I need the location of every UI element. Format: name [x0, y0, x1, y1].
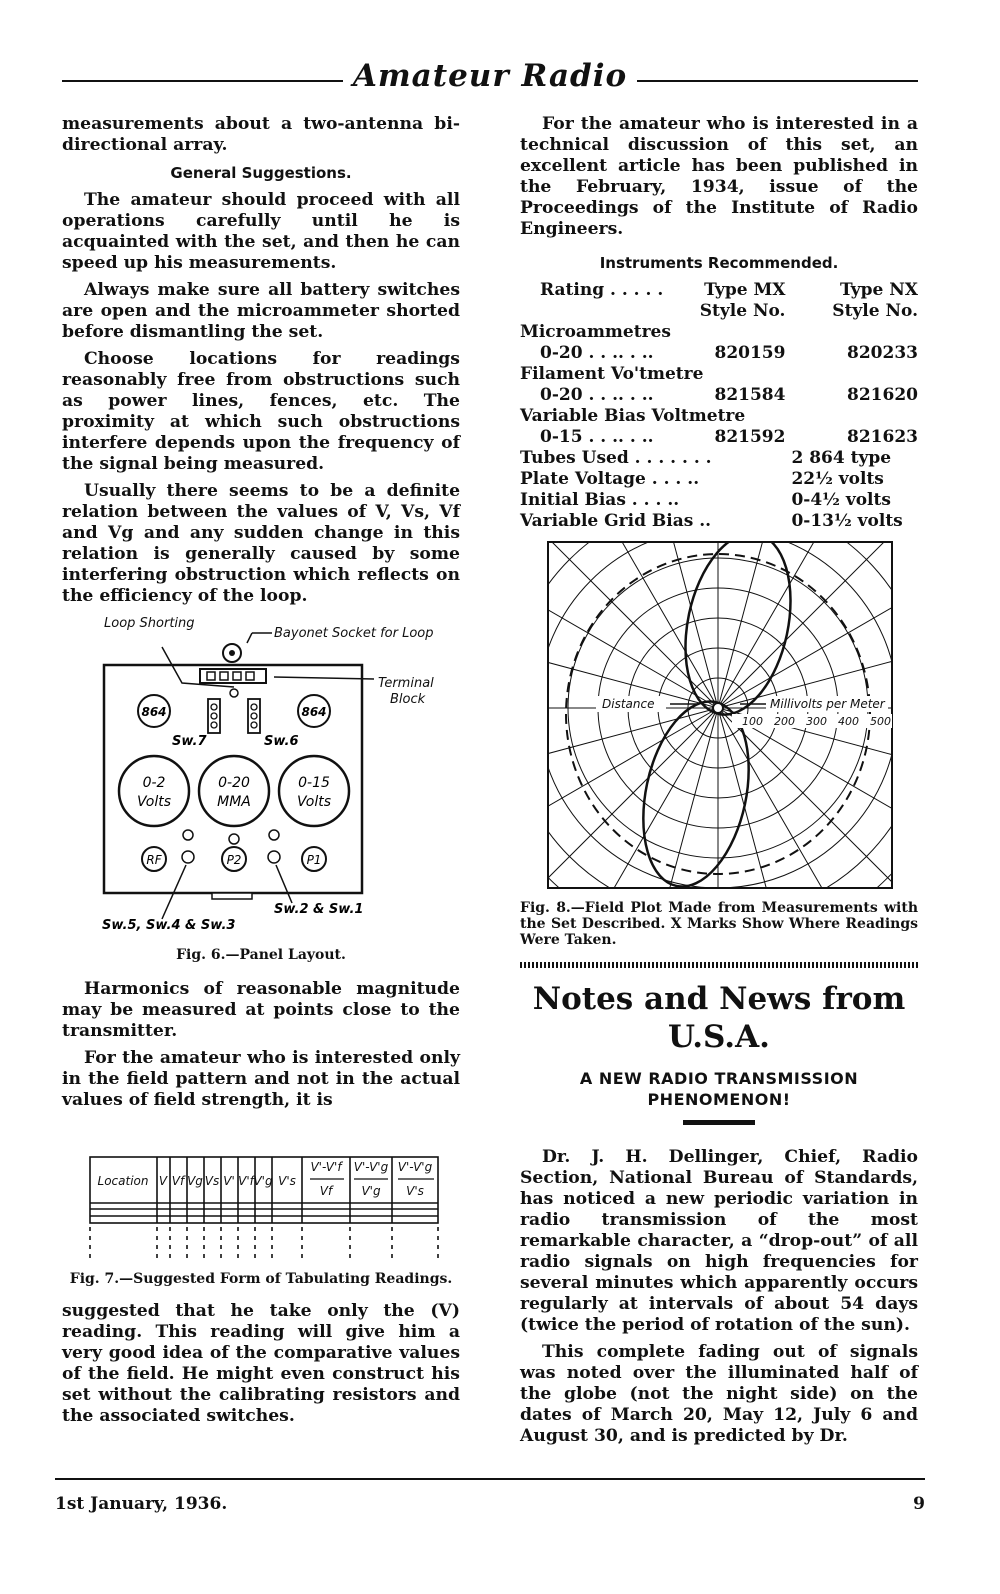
sw-2-1-label: Sw.2 & Sw.1 [274, 902, 364, 917]
tick-label: 300 [806, 715, 827, 728]
masthead [62, 58, 918, 98]
tube-right-label: 864 [301, 705, 327, 719]
g2-mx: 821584 [714, 385, 786, 405]
footer-rule [55, 1478, 925, 1480]
left-column [62, 114, 460, 1433]
footer-date: 1st January, 1936. [55, 1494, 228, 1514]
svg-text:V'g: V'g [361, 1184, 381, 1198]
g3-nx: 821623 [847, 427, 918, 447]
label-distance: Distance [602, 697, 655, 711]
tube-left-label: 864 [141, 705, 167, 719]
left-para-7: For the amateur who is interested only in the field pattern and not in the actual values of field strength, it is [62, 1048, 460, 1110]
sw7-label: Sw.7 [172, 734, 207, 749]
instruments-heading: Instruments Recommended. [599, 254, 839, 272]
svg-text:0-15: 0-15 [298, 775, 330, 791]
bias-value: 0-4½ volts [791, 490, 891, 510]
right-para-1: For the amateur who is interested in a technical discussion of this set, an excellent article has been published in the February, 1934, issue of the Proceedings of the Institute of Radio Engineers. [520, 114, 918, 239]
svg-text:V': V' [223, 1174, 235, 1188]
g2-nx: 821620 [847, 385, 918, 405]
label-terminal: Terminal [378, 676, 434, 691]
right-para-3: This complete fading out of signals was noted over the illuminated half of the globe (not the night side) on the dates of March 20, May 12, July 6 and August 30, and is predicted by Dr. [520, 1342, 918, 1446]
tubes-value: 2 864 type [791, 448, 892, 468]
meter-mma [199, 756, 269, 826]
section-divider-dots [520, 962, 918, 968]
tubes-label: Tubes Used . . . . . . . [520, 448, 712, 468]
meter-volts-right [279, 756, 349, 826]
svg-text:Volts: Volts [297, 794, 331, 810]
label-millivolts: Millivolts per Meter [770, 697, 885, 711]
svg-text:Vf: Vf [171, 1174, 185, 1188]
left-para-2: The amateur should proceed with all operations carefully until he is acquainted with the set, and then he can speed up his measurements. [62, 190, 460, 273]
right-para-2: Dr. J. H. Dellinger, Chief, Radio Section, National Bureau of Standards, has noticed a new periodic variation in radio transmission of the most remarkable character, a “drop-out” of all radio signals on high frequencies for several minutes which apparently occurs regularly at intervals of about 54 days (twice the period of rotation of the sun). [520, 1147, 918, 1335]
sw-5-4-3-label: Sw.5, Sw.4 & Sw.3 [102, 918, 236, 933]
group-variable-bias-voltmetre: Variable Bias Voltmetre [520, 406, 746, 426]
g3-range: 0-15 . . .. . .. [540, 427, 654, 447]
left-para-6: Harmonics of reasonable magnitude may be measured at points close to the transmitter. [62, 979, 460, 1041]
fig6-panel-layout [62, 613, 460, 943]
svg-text:V: V [158, 1174, 168, 1188]
col-location: Location [97, 1174, 149, 1188]
plate-value: 22½ volts [791, 469, 884, 489]
svg-text:RF: RF [146, 853, 162, 867]
instruments-table [520, 280, 918, 532]
grid-label: Variable Grid Bias .. [520, 511, 712, 531]
left-para-4: Choose locations for readings reasonably free from obstructions such as power lines, fences, etc. The proximity at which such obstructions interfere depends upon the frequency of the signal being measured. [62, 349, 460, 474]
svg-text:P1: P1 [306, 853, 322, 867]
fig7-caption: Fig. 7.—Suggested Form of Tabulating Readings. [69, 1271, 453, 1287]
masthead-title: Amateur Radio [343, 58, 637, 94]
news-title: Notes and News from U.S.A. [532, 981, 906, 1055]
fig8-field-plot [520, 540, 918, 896]
tick-label: 500 [870, 715, 891, 728]
footer [55, 1478, 925, 1514]
g2-range: 0-20 . . .. . .. [540, 385, 654, 405]
g1-nx: 820233 [847, 343, 918, 363]
tick-label: 200 [774, 715, 795, 728]
svg-text:Vs: Vs [204, 1174, 220, 1188]
news-subtitle: A NEW RADIO TRANSMISSION PHENOMENON! [579, 1069, 859, 1109]
type-mx: Type MX [704, 280, 786, 300]
svg-text:V'-V'f: V'-V'f [310, 1160, 342, 1174]
left-para-1: measurements about a two-antenna bi-directional array. [62, 114, 460, 155]
plate-label: Plate Voltage . . . .. [520, 469, 700, 489]
group-filament-voltmetre: Filament Vo'tmetre [520, 364, 704, 384]
page-number: 9 [913, 1494, 925, 1514]
svg-text:MMA: MMA [217, 794, 251, 810]
svg-text:V's: V's [278, 1174, 296, 1188]
fig7-tabulating-form [62, 1135, 460, 1285]
bias-label: Initial Bias . . . .. [520, 490, 680, 510]
style-nx: Style No. [832, 301, 918, 321]
label-block: Block [390, 692, 426, 707]
grid-value: 0-13½ volts [791, 511, 903, 531]
svg-text:0-20: 0-20 [218, 775, 250, 791]
left-para-3: Always make sure all battery switches are open and the microammeter shorted before dismantling the set. [62, 280, 460, 342]
style-mx: Style No. [699, 301, 786, 321]
fig6-caption: Fig. 6.—Panel Layout. [176, 947, 346, 963]
right-column [520, 114, 918, 1453]
type-nx: Type NX [839, 280, 918, 300]
tick-label: 400 [838, 715, 859, 728]
left-para-5: Usually there seems to be a definite relation between the values of V, Vs, Vf and Vg and any sudden change in this relation is generally caused by some interfering obstruction which reflects on the efficiency of the loop. [62, 481, 460, 606]
section-bar [683, 1120, 755, 1125]
g1-mx: 820159 [714, 343, 786, 363]
svg-text:0-2: 0-2 [142, 775, 166, 791]
left-para-8: suggested that he take only the (V) reading. This reading will give him a very good idea of the comparative values of the field. He might even construct his set without the calibrating resistors and the associated switches. [62, 1301, 460, 1426]
label-bayonet-socket: Bayonet Socket for Loop [274, 626, 434, 641]
label-loop-shorting: Loop Shorting [104, 616, 195, 631]
svg-text:P2: P2 [226, 853, 242, 867]
svg-text:Vf: Vf [319, 1184, 333, 1198]
g1-range: 0-20 . . .. . .. [540, 343, 654, 363]
fig8-caption: Fig. 8.—Field Plot Made from Measurements with the Set Described. X Marks Show Where Readings Were Taken. [520, 900, 918, 948]
general-suggestions-heading: General Suggestions. [170, 164, 352, 182]
meter-volts-left [119, 756, 189, 826]
g3-mx: 821592 [714, 427, 786, 447]
svg-text:Volts: Volts [137, 794, 171, 810]
svg-text:V'f: V'f [238, 1174, 254, 1188]
tick-label: 100 [742, 715, 763, 728]
svg-text:V'-V'g: V'-V'g [353, 1160, 389, 1174]
svg-text:Vg: Vg [187, 1174, 203, 1188]
svg-text:V's: V's [406, 1184, 424, 1198]
svg-text:V'g: V'g [253, 1174, 273, 1188]
svg-text:V'-V'g: V'-V'g [397, 1160, 433, 1174]
rating-label: Rating . . . . . [540, 280, 664, 300]
group-microammetres: Microammetres [520, 322, 671, 342]
sw6-label: Sw.6 [264, 734, 299, 749]
